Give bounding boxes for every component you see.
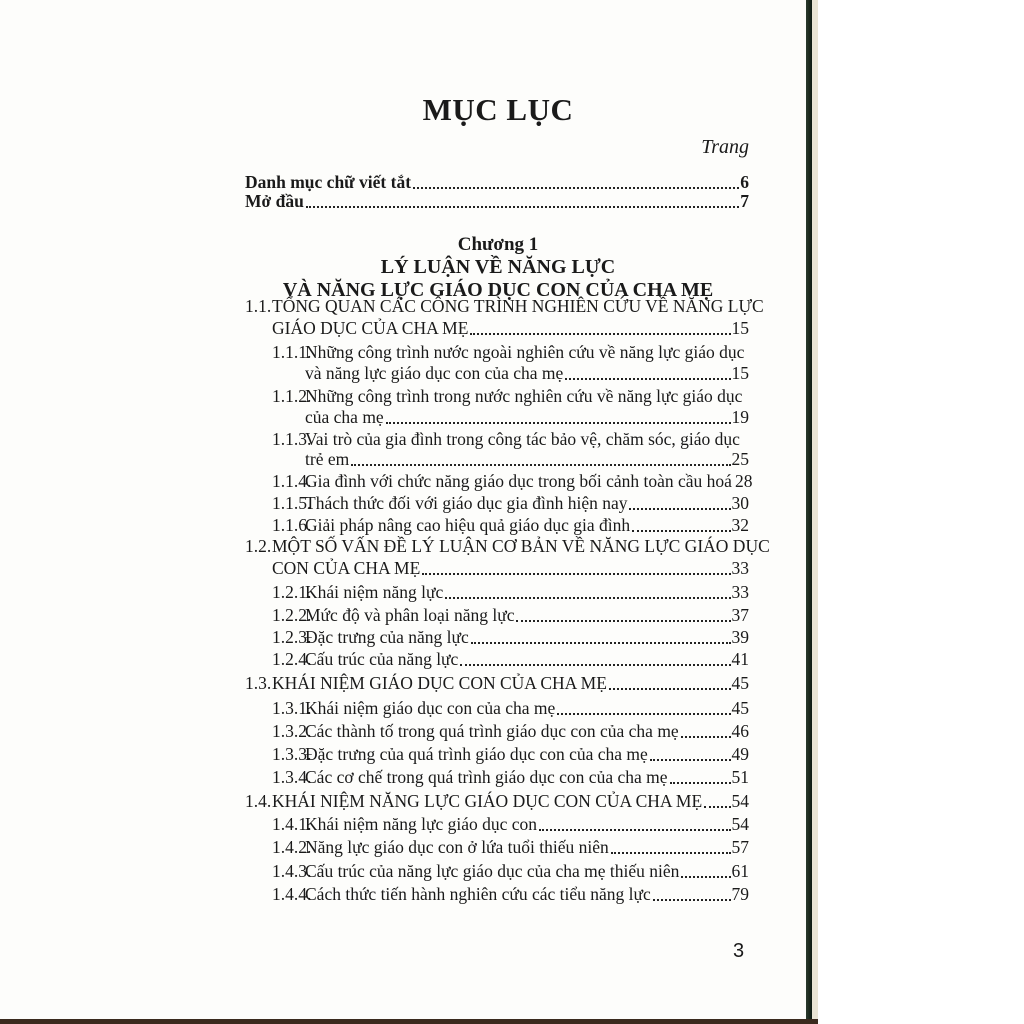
toc-entry-first-line — [245, 535, 271, 557]
entry-page: 54 — [731, 791, 749, 811]
entry-number: 1.4.3. — [272, 861, 312, 881]
dot-leader — [704, 805, 730, 808]
toc-entry — [305, 581, 749, 603]
entry-text-line1: Những công trình trong nước nghiên cứu về năng lực giáo dục — [305, 386, 743, 406]
entry-text: Năng lực giáo dục con ở lứa tuổi thiếu niên — [305, 837, 609, 857]
entry-page: 79 — [731, 884, 749, 904]
toc-entry — [305, 514, 749, 536]
entry-text: Khái niệm giáo dục con của cha mẹ — [305, 698, 556, 718]
entry-number: 1.4.2. — [272, 837, 312, 857]
entry-text-line1: MỘT SỐ VẤN ĐỀ LÝ LUẬN CƠ BẢN VỀ NĂNG LỰC GIÁO DỤC — [272, 536, 770, 556]
entry-number: 1.2. — [245, 536, 272, 556]
toc-entry — [272, 790, 749, 812]
entry-number: 1.2.2. — [272, 605, 312, 625]
entry-text: KHÁI NIỆM NĂNG LỰC GIÁO DỤC CON CỦA CHA MẸ — [272, 791, 703, 811]
toc-entry — [305, 766, 749, 788]
entry-number: 1.1.5. — [272, 493, 312, 513]
entry-number: 1.3.1. — [272, 698, 312, 718]
dot-leader — [670, 781, 731, 784]
entry-number: 1.2.3. — [272, 627, 312, 647]
entry-text: KHÁI NIỆM GIÁO DỤC CON CỦA CHA MẸ — [272, 673, 607, 693]
entry-text-line1: TỔNG QUAN CÁC CÔNG TRÌNH NGHIÊN CỨU VỀ NĂNG LỰC — [272, 296, 764, 316]
entry-number: 1.3.3. — [272, 744, 312, 764]
entry-text: của cha mẹ — [305, 407, 384, 427]
toc-entry — [305, 813, 749, 835]
toc-entry-first-line — [245, 295, 271, 317]
entry-page: 57 — [731, 837, 749, 857]
dot-leader — [632, 529, 730, 532]
toc-entry — [305, 604, 749, 626]
entry-page: 15 — [731, 318, 749, 338]
entry-page: 46 — [731, 721, 749, 741]
entry-page: 32 — [731, 515, 749, 535]
entry-number: 1.4. — [245, 791, 272, 811]
toc-entry — [305, 648, 749, 670]
entry-number: 1.4.1. — [272, 814, 312, 834]
entry-page: 45 — [731, 673, 749, 693]
chapter-label: Chương 1 — [457, 234, 539, 255]
entry-text: trẻ em — [305, 449, 350, 469]
entry-page: 41 — [731, 649, 749, 669]
toc-entry — [305, 860, 749, 882]
dot-leader — [516, 619, 730, 622]
entry-text: GIÁO DỤC CỦA CHA MẸ — [272, 318, 469, 338]
entry-number: 1.1.4. — [272, 471, 312, 491]
dot-leader — [539, 828, 730, 831]
dot-leader — [609, 687, 731, 690]
entry-number: 1.1.3. — [272, 429, 312, 449]
entry-page: 33 — [731, 582, 749, 602]
page-title: MỤC LỤC — [422, 92, 574, 127]
dot-leader — [681, 875, 730, 878]
entry-text: Cách thức tiến hành nghiên cứu các tiểu năng lực — [305, 884, 651, 904]
toc-entry — [272, 557, 749, 579]
dot-leader — [460, 663, 730, 666]
entry-text: Các thành tố trong quá trình giáo dục con của cha mẹ — [305, 721, 679, 741]
toc-entry — [305, 448, 749, 470]
entry-text: Giải pháp nâng cao hiệu quả giáo dục gia đình — [305, 515, 631, 535]
entry-text: Đặc trưng của năng lực — [305, 627, 469, 647]
entry-page: 6 — [740, 172, 749, 192]
entry-page: 37 — [731, 605, 749, 625]
entry-text: Các cơ chế trong quá trình giáo dục con của cha mẹ — [305, 767, 668, 787]
entry-number: 1.1.2. — [272, 386, 312, 406]
dot-leader — [611, 851, 731, 854]
dot-leader — [650, 758, 731, 761]
entry-text: Thách thức đối với giáo dục gia đình hiện nay — [305, 493, 628, 513]
entry-page: 61 — [731, 861, 749, 881]
dot-leader — [565, 377, 730, 380]
toc-entry — [305, 492, 749, 514]
page-column-label: Trang — [701, 136, 749, 158]
entry-page: 54 — [731, 814, 749, 834]
toc-entry — [305, 362, 749, 384]
entry-number: 1.1.1. — [272, 342, 312, 362]
toc-entry — [305, 743, 749, 765]
entry-number: 1.3. — [245, 673, 272, 693]
dot-leader — [470, 332, 730, 335]
entry-number: 1.4.4. — [272, 884, 312, 904]
entry-page: 28 — [734, 471, 753, 491]
dot-leader — [351, 463, 730, 466]
entry-page: 30 — [731, 493, 749, 513]
entry-text: Khái niệm năng lực — [305, 582, 444, 602]
entry-text: Mức độ và phân loại năng lực — [305, 605, 515, 625]
dot-leader — [471, 641, 731, 644]
page-bottom-edge — [0, 1019, 818, 1024]
entry-number: 1.2.4. — [272, 649, 312, 669]
toc-entry — [305, 406, 749, 428]
toc-entry — [305, 470, 753, 492]
entry-number: 1.2.1. — [272, 582, 312, 602]
toc-entry — [305, 836, 749, 858]
entry-page: 45 — [731, 698, 749, 718]
entry-text: Gia đình với chức năng giáo dục trong bối cảnh toàn cầu hoá — [305, 471, 732, 491]
entry-page: 33 — [731, 558, 749, 578]
entry-text: Cấu trúc của năng lực giáo dục của cha mẹ thiếu niên — [305, 861, 680, 881]
entry-text: CON CỦA CHA MẸ — [272, 558, 421, 578]
chapter-title-line2: VÀ NĂNG LỰC GIÁO DỤC CON CỦA CHA MẸ — [282, 279, 714, 301]
entry-number: 1.1. — [245, 296, 272, 316]
toc-entry — [272, 672, 749, 694]
dot-leader — [422, 572, 730, 575]
dot-leader — [386, 421, 731, 424]
entry-page: 25 — [731, 449, 749, 469]
entry-text: Khái niệm năng lực giáo dục con — [305, 814, 538, 834]
entry-text-line1: Những công trình nước ngoài nghiên cứu về năng lực giáo dục — [305, 342, 745, 362]
dot-leader — [445, 596, 730, 599]
toc-entry — [305, 883, 749, 905]
toc-entry — [305, 720, 749, 742]
entry-number: 1.3.2. — [272, 721, 312, 741]
page-edge-light — [812, 0, 818, 1024]
entry-number: 1.1.6. — [272, 515, 312, 535]
entry-text: và năng lực giáo dục con của cha mẹ — [305, 363, 564, 383]
toc-entry — [272, 317, 749, 339]
entry-text: Danh mục chữ viết tắt — [245, 172, 412, 192]
entry-page: 15 — [731, 363, 749, 383]
entry-text: Mở đầu — [245, 191, 304, 211]
toc-entry-front — [245, 190, 749, 212]
entry-number: 1.3.4. — [272, 767, 312, 787]
entry-text-line1: Vai trò của gia đình trong công tác bảo vệ, chăm sóc, giáo dục — [305, 429, 740, 449]
entry-text: Cấu trúc của năng lực — [305, 649, 459, 669]
dot-leader — [653, 898, 731, 901]
entry-text: Đặc trưng của quá trình giáo dục con của cha mẹ — [305, 744, 648, 764]
dot-leader — [557, 712, 730, 715]
dot-leader — [629, 507, 730, 510]
toc-entry — [305, 697, 749, 719]
entry-page: 51 — [731, 767, 749, 787]
entry-page: 39 — [731, 627, 749, 647]
entry-page: 7 — [740, 191, 749, 211]
chapter-title-line1: LÝ LUẬN VỀ NĂNG LỰC — [380, 256, 616, 278]
page-number: 3 — [733, 940, 745, 962]
entry-page: 19 — [731, 407, 749, 427]
toc-entry — [305, 626, 749, 648]
entry-page: 49 — [731, 744, 749, 764]
dot-leader — [681, 735, 731, 738]
